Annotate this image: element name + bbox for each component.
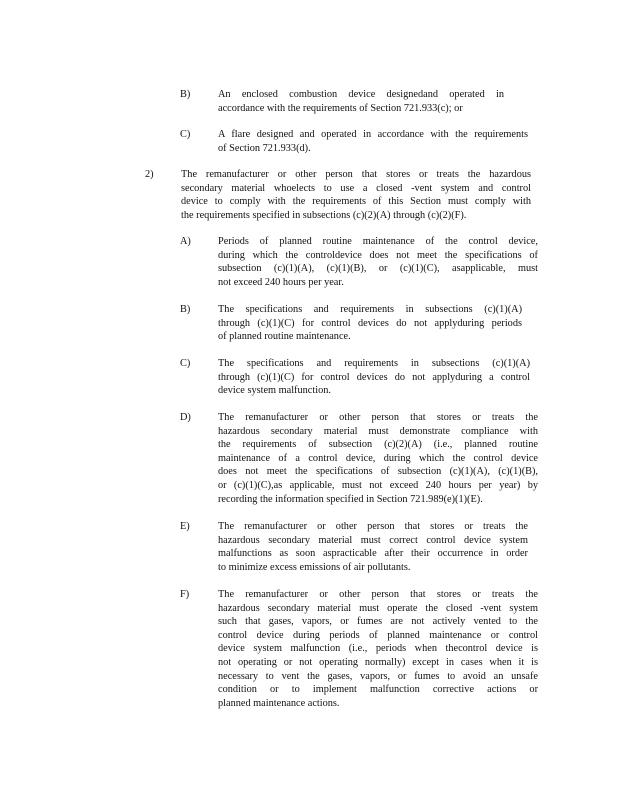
paragraph-label: A) [180,236,191,247]
text-line: accordance with the requirements of Section 721.933(c); or [218,102,463,114]
text-line: The specifications and requirements in subsections (c)(1)(A) [218,304,522,315]
paragraph-text [218,357,530,398]
text-line: A flare designed and operated in accordance with the requirements [218,129,528,140]
text-line: The remanufacturer or other person that stores or treats the [218,521,528,532]
paragraph-text [218,588,538,710]
text-line: hazardous secondary material must correct control device system [218,534,528,546]
text-line: control device during periods of planned maintenance or control [218,629,538,641]
text-line: Periods of planned routine maintenance of the control device, [218,236,538,247]
text-line: of planned routine maintenance. [218,331,351,343]
text-line: hazardous secondary material must operate the closed -vent system [218,602,538,614]
paragraph-label: 2) [145,169,154,180]
text-line: the requirements of subsection (c)(2)(A) (i.e., planned routine [218,439,538,451]
text-line: to minimize excess emissions of air pollutants. [218,561,411,573]
text-line: maintenance of a control device, during which the control device [218,452,538,464]
text-line: malfunctions as soon aspracticable after their occurrence in order [218,548,528,560]
text-line: device to comply with the requirements of this Section must comply with [181,196,531,208]
text-line: during which the controldevice does not meet the specifications of [218,249,538,261]
paragraph-text [181,168,531,222]
text-line: through (c)(1)(C) for control devices do not applyduring periods [218,317,522,329]
text-line: The specifications and requirements in subsections (c)(1)(A) [218,358,530,369]
text-line: necessary to vent the gases, vapors, or fumes to avoid an unsafe [218,670,538,682]
paragraph-text [218,303,522,344]
text-line: secondary material whoelects to use a closed -vent system and control [181,182,531,194]
text-line: The remanufacturer or other person that stores or treats the [218,412,538,423]
text-line: The remanufacturer or other person that stores or treats the [218,589,538,600]
text-line: or (c)(1)(C),as applicable, must not exceed 240 hours per year) by [218,479,538,491]
text-line: The remanufacturer or other person that stores or treats the hazardous [181,169,531,180]
paragraph-label: B) [180,89,191,100]
paragraph-label: C) [180,129,191,140]
text-line: does not meet the specifications of subsection (c)(1)(A), (c)(1)(B), [218,466,538,478]
paragraph-text [218,88,504,115]
paragraph-label: D) [180,412,191,423]
text-line: condition or to implement malfunction corrective actions or [218,684,538,696]
text-line: device system malfunction (i.e., periods when thecontrol device is [218,643,538,655]
paragraph-label: C) [180,358,191,369]
text-line: recording the information specified in Section 721.989(e)(1)(E). [218,493,483,505]
paragraph-text [218,411,538,506]
text-line: through (c)(1)(C) for control devices do not applyduring a control [218,371,530,383]
text-line: hazardous secondary material must demonstrate compliance with [218,425,538,437]
text-line: of Section 721.933(d). [218,142,311,154]
paragraph-text [218,235,538,289]
paragraph-label: F) [180,589,190,600]
text-line: subsection (c)(1)(A), (c)(1)(B), or (c)(1)(C), asapplicable, must [218,263,538,275]
paragraph-label: E) [180,521,190,532]
paragraph-text [218,520,528,574]
text-line: not exceed 240 hours per year. [218,276,344,288]
text-line: such that gases, vapors, or fumes are not actively vented to the [218,616,538,628]
text-line: An enclosed combustion device designedand operated in [218,89,504,100]
text-line: not operating or not operating normally) except in cases when it is [218,656,538,668]
paragraph-label: B) [180,304,191,315]
paragraph-text [218,128,528,155]
text-line: the requirements specified in subsections (c)(2)(A) through (c)(2)(F). [181,209,467,221]
text-line: device system malfunction. [218,385,331,397]
text-line: planned maintenance actions. [218,697,340,709]
